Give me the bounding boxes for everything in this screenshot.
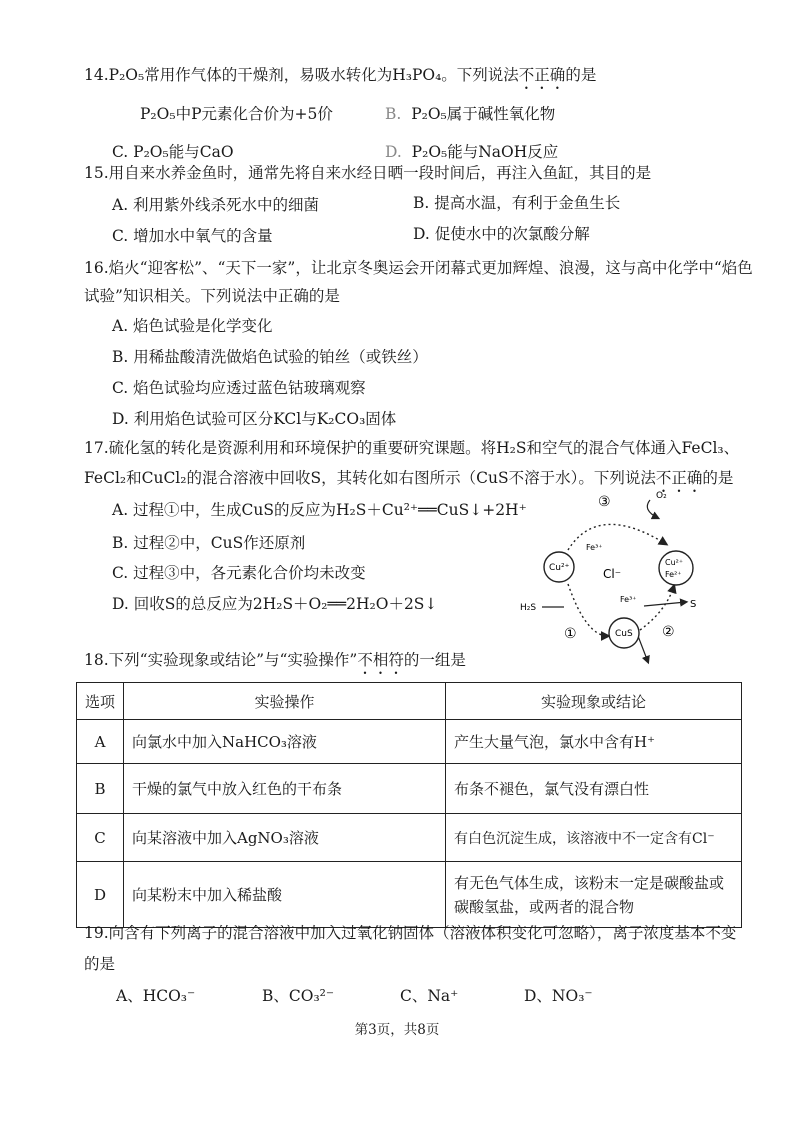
header-operation: 实验操作 — [124, 683, 446, 720]
row-option: B — [77, 764, 124, 814]
row-operation: 向某溶液中加入AgNO₃溶液 — [124, 814, 446, 862]
q16-stem-line2: 试验”知识相关。下列说法中正确的是 — [84, 287, 340, 305]
q15-option-d: D. 促使水中的次氯酸分解 — [413, 225, 590, 243]
o2-label: O₂ — [656, 491, 667, 501]
cu-fe-circle — [659, 551, 693, 585]
q19-option-d: D、NO₃⁻ — [524, 987, 593, 1005]
q15-option-b: B. 提高水温，有利于金鱼生长 — [413, 194, 621, 212]
h2s-label: H₂S — [520, 603, 537, 613]
q17-option-b: B. 过程②中，CuS作还原剂 — [112, 534, 306, 552]
q15-stem: 15.用自来水养金鱼时，通常先将自来水经日晒一段时间后，再注入鱼缸，其目的是 — [84, 164, 652, 182]
row-option: D — [77, 862, 124, 928]
o2-arrow — [647, 500, 658, 518]
header-result: 实验现象或结论 — [446, 683, 742, 720]
conversion-cycle-diagram — [516, 486, 742, 666]
row-result: 有白色沉淀生成，该溶液中不一定含有Cl⁻ — [446, 814, 742, 862]
q17-option-a: A. 过程①中，生成CuS的反应为H₂S＋Cu²⁺══CuS↓+2H⁺ — [112, 501, 527, 519]
q15-option-c: C. 增加水中氧气的含量 — [112, 227, 273, 245]
fe3-right-label: Fe³⁺ — [620, 595, 637, 604]
experiment-table — [76, 682, 742, 928]
q19-stem-line2: 的是 — [84, 955, 116, 973]
header-option: 选项 — [77, 683, 124, 720]
q16-option-a: A. 焰色试验是化学变化 — [112, 317, 273, 335]
cus-label: CuS — [615, 629, 633, 639]
s-label: S — [690, 599, 697, 610]
q17-option-c: C. 过程③中，各元素化合价均未改变 — [112, 564, 366, 582]
q14-option-a: P₂O₅中P元素化合价为+5价 — [140, 105, 333, 123]
step1-label: ① — [564, 626, 577, 642]
right-fe-label: Fe²⁺ — [665, 570, 682, 579]
q14-option-d: D. P₂O₅能与NaOH反应 — [385, 143, 559, 161]
q18-emphasis: 不相符 — [357, 651, 404, 669]
q19-option-b: B、CO₃²⁻ — [262, 987, 335, 1005]
table-row — [77, 764, 742, 814]
row-result: 产生大量气泡，氯水中含有H⁺ — [446, 720, 742, 764]
q16-option-d: D. 利用焰色试验可区分KCl与K₂CO₃固体 — [112, 410, 397, 428]
row-operation: 向某粉末中加入稀盐酸 — [124, 862, 446, 928]
q17-option-d: D. 回收S的总反应为2H₂S＋O₂══2H₂O＋2S↓ — [112, 595, 438, 613]
fe3-top-label: Fe³⁺ — [586, 543, 603, 552]
step2-label: ② — [662, 624, 675, 640]
q19-option-c: C、Na⁺ — [400, 987, 459, 1005]
row-result: 布条不褪色，氯气没有漂白性 — [446, 764, 742, 814]
table-row — [77, 862, 742, 928]
q17-stem-line1: 17.硫化氢的转化是资源利用和环境保护的重要研究课题。将H₂S和空气的混合气体通入FeCl₃、 — [84, 439, 740, 457]
table-row — [77, 814, 742, 862]
q17-stem-line2: FeCl₂和CuCl₂的混合溶液中回收S，其转化如右图所示（CuS不溶于水）。下列说法不正确的是 — [84, 469, 734, 487]
cu2-label: Cu²⁺ — [549, 563, 570, 573]
q15-option-a: A. 利用紫外线杀死水中的细菌 — [112, 196, 320, 214]
arc-step3 — [568, 524, 666, 550]
table-header-row — [77, 683, 742, 720]
row-operation: 向氯水中加入NaHCO₃溶液 — [124, 720, 446, 764]
q18-stem: 18.下列“实验现象或结论”与“实验操作”不相符的一组是 — [84, 651, 466, 669]
step3-label: ③ — [598, 494, 611, 510]
q16-option-c: C. 焰色试验均应透过蓝色钴玻璃观察 — [112, 379, 366, 397]
table-row — [77, 720, 742, 764]
row-operation: 干燥的氯气中放入红色的干布条 — [124, 764, 446, 814]
q14-emphasis: 不正确 — [518, 66, 566, 84]
q16-stem-line1: 16.焰火“迎客松”、“天下一家”，让北京冬奥运会开闭幕式更加辉煌、浪漫，这与高中化学中“焰色 — [84, 259, 753, 277]
row-result: 有无色气体生成，该粉末一定是碳酸盐或碳酸氢盐，或两者的混合物 — [446, 862, 742, 928]
right-cu-label: Cu²⁺ — [665, 558, 684, 567]
q14-option-c: C. P₂O₅能与CaO — [112, 143, 234, 161]
q19-stem-line1: 19.向含有下列离子的混合溶液中加入过氧化钠固体（溶液体积变化可忽略），离子浓度基本不变 — [84, 924, 737, 942]
out-arrow — [638, 636, 648, 662]
cl-label: Cl⁻ — [603, 567, 622, 581]
row-option: A — [77, 720, 124, 764]
q14-stem: 14.P₂O₅常用作气体的干燥剂，易吸水转化为H₃PO₄。下列说法不正确的是 — [84, 66, 597, 84]
q14-option-b: B. P₂O₅属于碱性氧化物 — [385, 105, 556, 123]
q17-emphasis: 不正确 — [655, 469, 703, 487]
q19-option-a: A、HCO₃⁻ — [116, 987, 196, 1005]
row-option: C — [77, 814, 124, 862]
q16-option-b: B. 用稀盐酸清洗做焰色试验的铂丝（或铁丝） — [112, 348, 428, 366]
page-footer: 第3页，共8页 — [354, 1022, 440, 1038]
